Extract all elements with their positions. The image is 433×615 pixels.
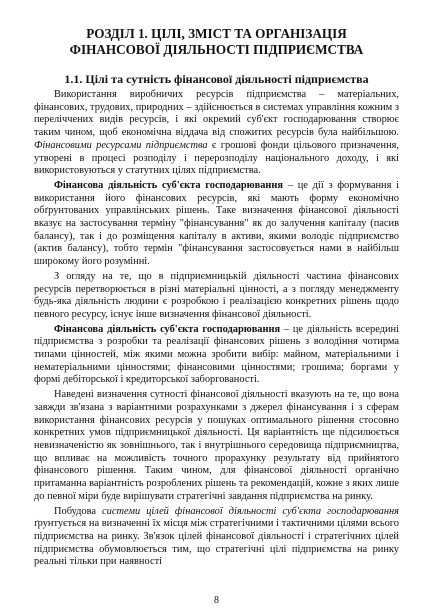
paragraph-3 [34,271,399,322]
section-title-line-1: РОЗДІЛ 1. ЦІЛІ, ЗМІСТ ТА ОРГАНІЗАЦІЯ [86,26,347,41]
subsection-title: 1.1. Цілі та сутність фінансової діяльності підприємства [64,72,369,86]
paragraph-3-text: З огляду на те, що в підприємницькій діяльності частина фінансових ресурсів перетворюється в різні матеріальні цінності, а з погляду менеджменту будь-яка діяльність людини є розробкою і реалізацією конкретних рішень щодо певного ресурсу, існує інше визначення фінансової діяльності. [34,270,399,320]
paragraph-4 [34,324,399,388]
page-number: 8 [214,595,219,606]
paragraph-6-text-b: ґрунтується на визначенні їх місця між стратегічними і тактичними цілями всього підприємства на ринку. Зв'язок цілей фінансової діяльності і стратегічних цілей підприємства обумовлюється тим, що стратегічні цілі підприємства на ринку реальні тільки при наявності [34,518,399,568]
section-title-line-2: ФІНАНСОВОЇ ДІЯЛЬНОСТІ ПІДПРИЄМСТВА [69,42,364,57]
section-title [34,26,399,58]
paragraph-2 [34,180,399,269]
paragraph-6-text-a: Побудова [54,505,103,517]
paragraph-6 [34,506,399,570]
paragraph-4-bold-term: Фінансова діяльність суб'єкта господарювання [54,323,281,335]
paragraph-4-text: – це діяльність всередині підприємства з розробки та реалізації фінансових рішень з володіння чотирма типами цінностей, між якими можна зробити вибір: майном, матеріальними і нематеріальними цінностями; фінансовими цінностями; грошима; боргами у формі дебіторської і кредиторської заборгованості. [34,323,399,386]
paragraph-1-text-b: є грошові фонди цільового призначення, утворені в процесі розподілу і перерозподілу національного доходу, і які використовуються у статутних цілях підприємства. [34,139,400,177]
paragraph-1-text-a: Використання виробничих ресурсів підприємства – матеріальних, фінансових, трудових, природних – здійснюється в системах управління кожним з переліччених видів ресурсів, і які окремий суб'єкт господарювання створює таким чином, щоб економічна віддача від спожитих ресурсів була найбільшою. [34,89,399,139]
paragraph-1 [34,89,399,178]
paragraph-2-text: – це дії з формування і використання його фінансових ресурсів, які мають форму економічно обґрунтованих управлінських рішень. Таке визначення фінансової діяльності вказує на застосування терміну "фінансування" як до залучення капіталу (пасив балансу), так і до розміщення капіталу в активи, якими володіє підприємство (актив балансу), тобто термін "фінансування застосовується нами в найбільш широкому його розумінні. [34,179,399,268]
paragraph-6-italic-term: системи цілей фінансової діяльності суб'єкта господарювання [102,505,399,517]
paragraph-1-italic-term: Фінансовими ресурсами підприємства [34,139,208,151]
paragraph-5-text: Наведені визначення сутності фінансової діяльності вказують на те, що вона завжди зв'язана з варіантними розрахунками з джерел фінансування і з сферам використання фінансових ресурсів у пошуках оптимального рішення стосовно конкретних умов підприємницької діяльності. Ця варіантність ще підсилюється невизначеністю як зовнішнього, так і внутрішнього середовища підприємництва, що впливає на можливість точного прорахунку результату від прийнятого фінансового рішення. Таким чином, для фінансової діяльності органічно притаманна варіантність розроблених рішень та рекомендацій, кожне з яких лише до певної міри буде вирішувати стратегічні завдання підприємства на ринку. [34,389,399,502]
paragraph-2-bold-term: Фінансова діяльність суб'єкта господарювання [54,179,284,191]
paragraph-5 [34,389,399,503]
